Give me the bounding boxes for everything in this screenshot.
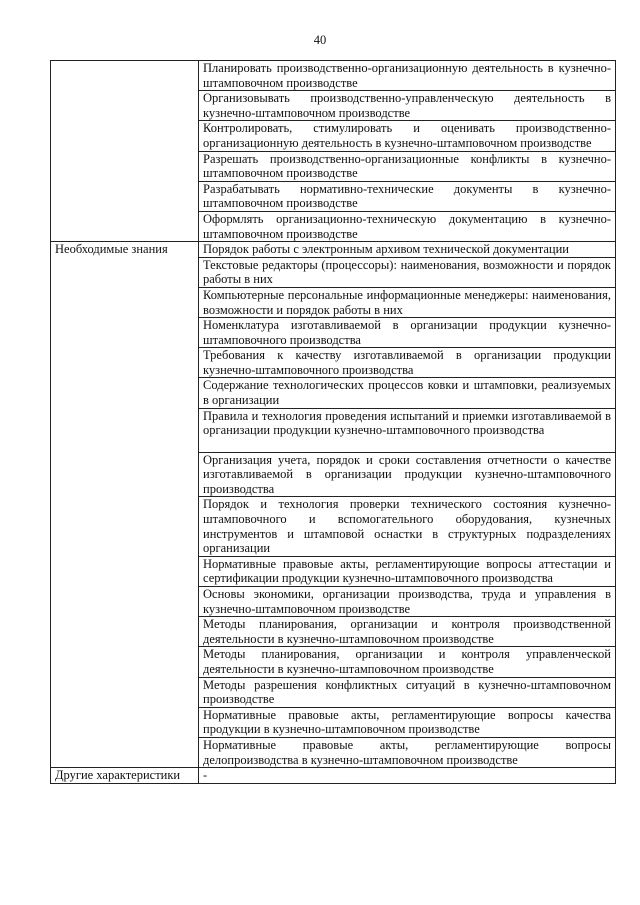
knowledge-item: Методы планирования, организации и контроля управленческой деятельности в кузнечно-штамповочном производстве: [199, 647, 616, 677]
page-number: 40: [313, 33, 327, 47]
knowledge-item: Компьютерные персональные информационные менеджеры: наименования, возможности и порядок работы в них: [199, 287, 616, 317]
knowledge-item: Нормативные правовые акты, регламентирующие вопросы делопроизводства в кузнечно-штамповочном производстве: [199, 737, 616, 767]
knowledge-item: Содержание технологических процессов ковки и штамповки, реализуемых в организации: [199, 378, 616, 408]
skill-item: Разрабатывать нормативно-технические документы в кузнечно-штамповочном производстве: [199, 181, 616, 211]
knowledge-item: Правила и технология проведения испытаний и приемки изготавливаемой в организации продукции кузнечно-штамповочного производства: [199, 408, 616, 452]
skill-item: Разрешать производственно-организационные конфликты в кузнечно-штамповочном производстве: [199, 151, 616, 181]
knowledge-item: Порядок и технология проверки технического состояния кузнечно-штамповочного и вспомогательного оборудования, кузнечных инструментов и штамповой оснастки в структурных подразделениях организации: [199, 497, 616, 556]
section-label-other-characteristics: Другие характеристики: [51, 768, 199, 784]
knowledge-item: Нормативные правовые акты, регламентирующие вопросы качества продукции в кузнечно-штамповочном производстве: [199, 707, 616, 737]
skill-item: Контролировать, стимулировать и оценивать производственно-организационную деятельность в кузнечно-штамповочном производстве: [199, 121, 616, 151]
knowledge-item: Номенклатура изготавливаемой в организации продукции кузнечно-штамповочного производства: [199, 318, 616, 348]
knowledge-item: Организация учета, порядок и сроки составления отчетности о качестве изготавливаемой в организации продукции кузнечно-штамповочного производства: [199, 452, 616, 497]
skill-item: Планировать производственно-организационную деятельность в кузнечно-штамповочном производстве: [199, 61, 616, 91]
skill-item: Организовывать производственно-управленческую деятельность в кузнечно-штамповочном производстве: [199, 91, 616, 121]
knowledge-item: Основы экономики, организации производства, труда и управления в кузнечно-штамповочном производстве: [199, 587, 616, 617]
knowledge-item: Нормативные правовые акты, регламентирующие вопросы аттестации и сертификации продукции кузнечно-штамповочного производства: [199, 556, 616, 586]
other-item: -: [199, 768, 616, 784]
section-label-continued: [51, 61, 199, 242]
knowledge-item: Требования к качеству изготавливаемой в организации продукции кузнечно-штамповочного производства: [199, 348, 616, 378]
knowledge-item: Порядок работы с электронным архивом технической документации: [199, 242, 616, 258]
knowledge-item: Текстовые редакторы (процессоры): наименования, возможности и порядок работы в них: [199, 257, 616, 287]
knowledge-item: Методы разрешения конфликтных ситуаций в кузнечно-штамповочном производстве: [199, 677, 616, 707]
requirements-table: [50, 60, 616, 784]
knowledge-item: Методы планирования, организации и контроля производственной деятельности в кузнечно-штамповочном производстве: [199, 617, 616, 647]
skill-item: Оформлять организационно-техническую документацию в кузнечно-штамповочном производстве: [199, 211, 616, 241]
section-label-required-knowledge: Необходимые знания: [51, 242, 199, 768]
